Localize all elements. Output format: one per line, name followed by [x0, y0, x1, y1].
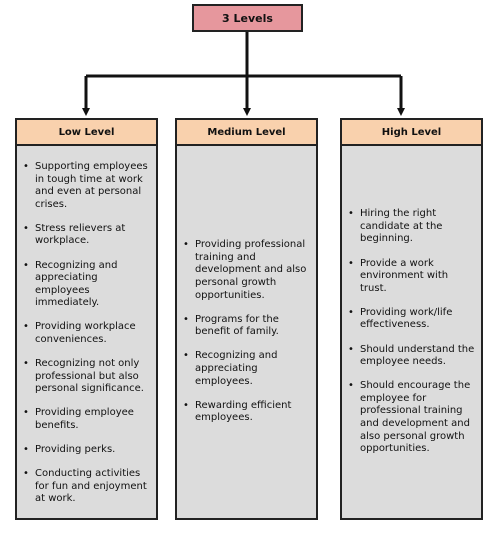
column-medium-level [175, 118, 318, 520]
column-body-high [342, 146, 481, 518]
root-label: 3 Levels [222, 11, 273, 25]
column-title: High Level [381, 126, 442, 138]
list-item: • Providing professional training and development and also personal growth opportunities. [181, 239, 310, 302]
list-item: • Stress relievers at workplace. [21, 223, 150, 248]
column-body-low [17, 146, 156, 518]
list-item: • Recognizing and appreciating employees immediately. [21, 260, 150, 310]
bullet-list-low [21, 161, 150, 506]
column-title: Low Level [58, 126, 115, 138]
column-high-level [340, 118, 483, 520]
list-item: • Provide a work environment with trust. [346, 258, 475, 296]
column-header-high [342, 120, 481, 146]
list-item: • Rewarding efficient employees. [181, 400, 310, 425]
list-item: • Hiring the right candidate at the beginning. [346, 208, 475, 246]
list-item: • Providing employee benefits. [21, 407, 150, 432]
list-item: • Providing perks. [21, 444, 150, 457]
list-item: • Should understand the employee needs. [346, 344, 475, 369]
list-item: • Should encourage the employee for professional training and development and also personal growth opportunities. [346, 380, 475, 456]
root-node [192, 4, 303, 32]
list-item: • Conducting activities for fun and enjoyment at work. [21, 468, 150, 506]
list-item: • Recognizing and appreciating employees. [181, 350, 310, 388]
list-item: • Programs for the benefit of family. [181, 314, 310, 339]
list-item: • Recognizing not only professional but also personal significance. [21, 358, 150, 396]
column-low-level [15, 118, 158, 520]
list-item: • Providing work/life effectiveness. [346, 307, 475, 332]
bullet-list-medium [181, 239, 310, 425]
column-header-medium [177, 120, 316, 146]
list-item: • Providing workplace conveniences. [21, 321, 150, 346]
bullet-list-high [346, 208, 475, 456]
column-body-medium [177, 146, 316, 518]
column-title: Medium Level [207, 126, 286, 138]
column-header-low [17, 120, 156, 146]
list-item: • Supporting employees in tough time at work and even at personal crises. [21, 161, 150, 211]
